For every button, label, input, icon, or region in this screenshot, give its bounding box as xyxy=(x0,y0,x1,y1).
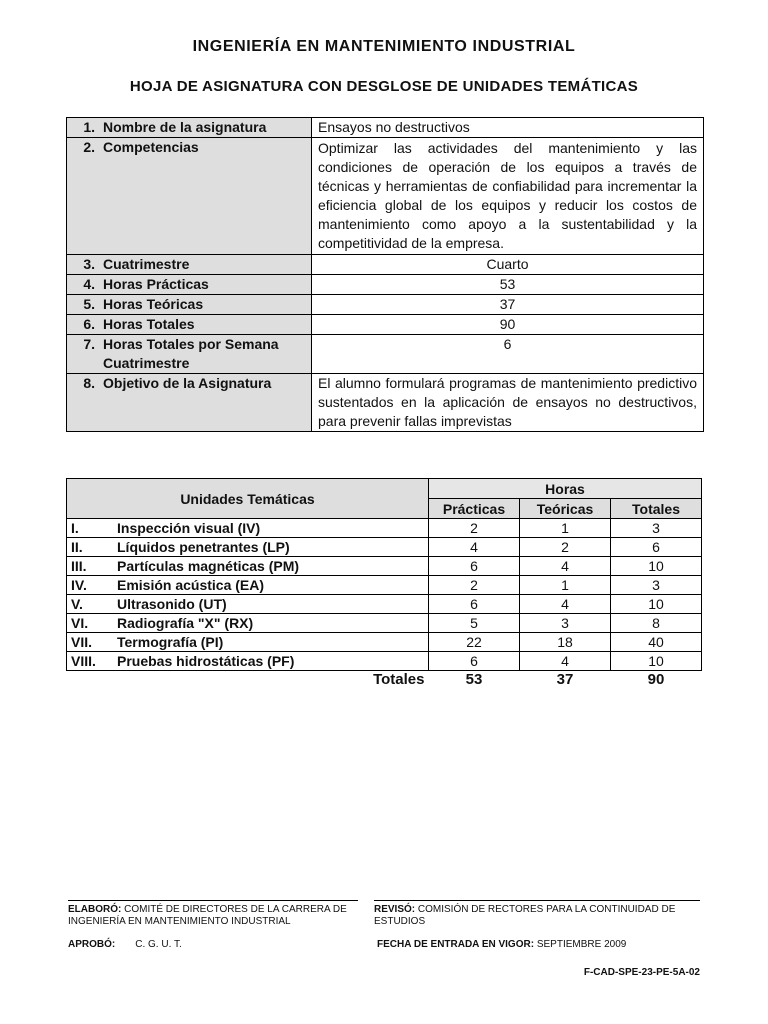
info-row xyxy=(67,118,704,138)
info-label-text: Objetivo de la Asignatura xyxy=(103,375,272,391)
totales-cell: 3 xyxy=(611,519,702,538)
units-column-header: Unidades Temáticas xyxy=(67,479,429,519)
document-subtitle: HOJA DE ASIGNATURA CON DESGLOSE DE UNIDADES TEMÁTICAS xyxy=(129,78,639,95)
info-number: 7. xyxy=(83,336,95,352)
unit-name xyxy=(67,576,429,595)
practicas-cell: 4 xyxy=(429,538,520,557)
unit-roman: IV. xyxy=(71,577,87,593)
info-value: 37 xyxy=(312,295,704,315)
totales-cell: 10 xyxy=(611,557,702,576)
unit-roman: II. xyxy=(71,539,83,555)
info-value: Cuarto xyxy=(312,255,704,275)
info-value: 53 xyxy=(312,275,704,295)
footer-aprobo xyxy=(68,939,182,951)
table-row xyxy=(67,538,702,557)
totals-totales: 90 xyxy=(647,671,665,688)
unit-roman: VI. xyxy=(71,615,89,631)
info-value: Optimizar las actividades del mantenimiento y las condiciones de operación de los equipos a través de técnicas y herramientas de confiabilidad para incrementar la eficiencia global de los equipos y reducir los costos de mantenimiento como apoyo a la sustentabilidad y la competitividad de la empresa. xyxy=(312,138,704,255)
unit-name-text: Emisión acústica (EA) xyxy=(117,577,265,593)
table-row xyxy=(67,633,702,652)
unit-name xyxy=(67,519,429,538)
info-label-text: Horas Totales xyxy=(103,316,195,332)
table-row xyxy=(67,576,702,595)
unit-name xyxy=(67,595,429,614)
totales-cell: 10 xyxy=(611,652,702,671)
totales-cell: 8 xyxy=(611,614,702,633)
totals-label: Totales xyxy=(373,671,425,688)
reviso-value: COMISIÓN DE RECTORES PARA LA CONTINUIDAD DE ESTUDIOS xyxy=(374,904,676,927)
info-number: 3. xyxy=(83,256,95,272)
practicas-cell: 2 xyxy=(429,519,520,538)
info-label-text: Cuatrimestre xyxy=(103,256,190,272)
info-label xyxy=(67,315,312,335)
info-row xyxy=(67,315,704,335)
unit-name-text: Ultrasonido (UT) xyxy=(117,596,227,612)
teoricas-cell: 1 xyxy=(520,576,611,595)
totals-teoricas: 37 xyxy=(556,671,574,688)
info-number: 4. xyxy=(83,276,95,292)
teoricas-cell: 4 xyxy=(520,557,611,576)
totals-row xyxy=(67,671,702,690)
info-number: 5. xyxy=(83,296,95,312)
info-label-text: Nombre de la asignatura xyxy=(103,119,267,135)
document-title: INGENIERÍA EN MANTENIMIENTO INDUSTRIAL xyxy=(192,38,576,55)
unit-name-text: Inspección visual (IV) xyxy=(117,520,261,536)
info-number: 6. xyxy=(83,316,95,332)
info-row xyxy=(67,374,704,432)
subject-info-table xyxy=(66,117,704,432)
unit-name-text: Pruebas hidrostáticas (PF) xyxy=(117,653,295,669)
totales-cell: 40 xyxy=(611,633,702,652)
practicas-column-header: Prácticas xyxy=(429,499,520,519)
totals-practicas: 53 xyxy=(465,671,483,688)
info-label xyxy=(67,138,312,255)
unit-roman: V. xyxy=(71,596,83,612)
info-row xyxy=(67,138,704,255)
table-row xyxy=(67,557,702,576)
units-header-row xyxy=(67,479,702,499)
totales-cell: 6 xyxy=(611,538,702,557)
info-label xyxy=(67,255,312,275)
teoricas-cell: 4 xyxy=(520,595,611,614)
info-label-text: Horas Prácticas xyxy=(103,276,209,292)
unit-name-text: Radiografía "X" (RX) xyxy=(117,615,254,631)
info-value: 90 xyxy=(312,315,704,335)
table-row xyxy=(67,595,702,614)
aprobo-label: APROBÓ: xyxy=(68,939,116,950)
unit-name xyxy=(67,633,429,652)
document-code: F-CAD-SPE-23-PE-5A-02 xyxy=(583,967,700,978)
info-row xyxy=(67,295,704,315)
fecha-label: FECHA DE ENTRADA EN VIGOR: xyxy=(377,939,535,950)
info-row xyxy=(67,275,704,295)
info-label-text: Horas Totales por Semana xyxy=(103,336,279,352)
info-label xyxy=(67,295,312,315)
info-number: 2. xyxy=(83,139,95,155)
table-row xyxy=(67,652,702,671)
practicas-cell: 6 xyxy=(429,652,520,671)
aprobo-value: C. G. U. T. xyxy=(135,939,182,950)
unit-name xyxy=(67,652,429,671)
footer-fecha xyxy=(377,939,626,951)
info-label xyxy=(67,335,312,374)
unit-name-text: Líquidos penetrantes (LP) xyxy=(117,539,290,555)
info-row xyxy=(67,335,704,374)
teoricas-column-header: Teóricas xyxy=(520,499,611,519)
reviso-label: REVISÓ: xyxy=(374,904,416,915)
info-number: 8. xyxy=(83,375,95,391)
unit-name xyxy=(67,557,429,576)
info-label xyxy=(67,374,312,432)
info-label xyxy=(67,118,312,138)
table-row xyxy=(67,614,702,633)
info-label-text: Competencias xyxy=(103,139,199,155)
unit-name-text: Partículas magnéticas (PM) xyxy=(117,558,300,574)
units-table xyxy=(66,478,702,689)
footer-elaboro xyxy=(68,900,358,928)
info-value: El alumno formulará programas de mantenimiento predictivo sustentados en la aplicación de ensayos no destructivos, para prevenir fallas imprevistas xyxy=(312,374,704,432)
info-number: 1. xyxy=(83,119,95,135)
elaboro-label: ELABORÓ: xyxy=(68,904,122,915)
unit-roman: VIII. xyxy=(71,653,96,669)
totales-cell: 10 xyxy=(611,595,702,614)
unit-roman: III. xyxy=(71,558,87,574)
unit-name xyxy=(67,538,429,557)
elaboro-value: COMITÉ DE DIRECTORES DE LA CARRERA DE INGENIERÍA EN MANTENIMIENTO INDUSTRIAL xyxy=(68,904,347,927)
info-value: Ensayos no destructivos xyxy=(312,118,704,138)
teoricas-cell: 4 xyxy=(520,652,611,671)
fecha-value: SEPTIEMBRE 2009 xyxy=(536,939,627,950)
unit-name xyxy=(67,614,429,633)
info-label-text: Horas Teóricas xyxy=(103,296,204,312)
practicas-cell: 5 xyxy=(429,614,520,633)
unit-roman: VII. xyxy=(71,634,93,650)
info-label-continuation: Cuatrimestre xyxy=(103,355,190,371)
teoricas-cell: 3 xyxy=(520,614,611,633)
hours-column-header: Horas xyxy=(429,479,702,499)
unit-roman: I. xyxy=(71,520,79,536)
practicas-cell: 6 xyxy=(429,595,520,614)
practicas-cell: 2 xyxy=(429,576,520,595)
practicas-cell: 6 xyxy=(429,557,520,576)
info-row xyxy=(67,255,704,275)
footer-reviso xyxy=(374,900,700,928)
unit-name-text: Termografía (PI) xyxy=(117,634,224,650)
info-label xyxy=(67,275,312,295)
totales-column-header: Totales xyxy=(611,499,702,519)
teoricas-cell: 1 xyxy=(520,519,611,538)
info-value: 6 xyxy=(312,335,704,374)
practicas-cell: 22 xyxy=(429,633,520,652)
teoricas-cell: 18 xyxy=(520,633,611,652)
teoricas-cell: 2 xyxy=(520,538,611,557)
totales-cell: 3 xyxy=(611,576,702,595)
table-row xyxy=(67,519,702,538)
